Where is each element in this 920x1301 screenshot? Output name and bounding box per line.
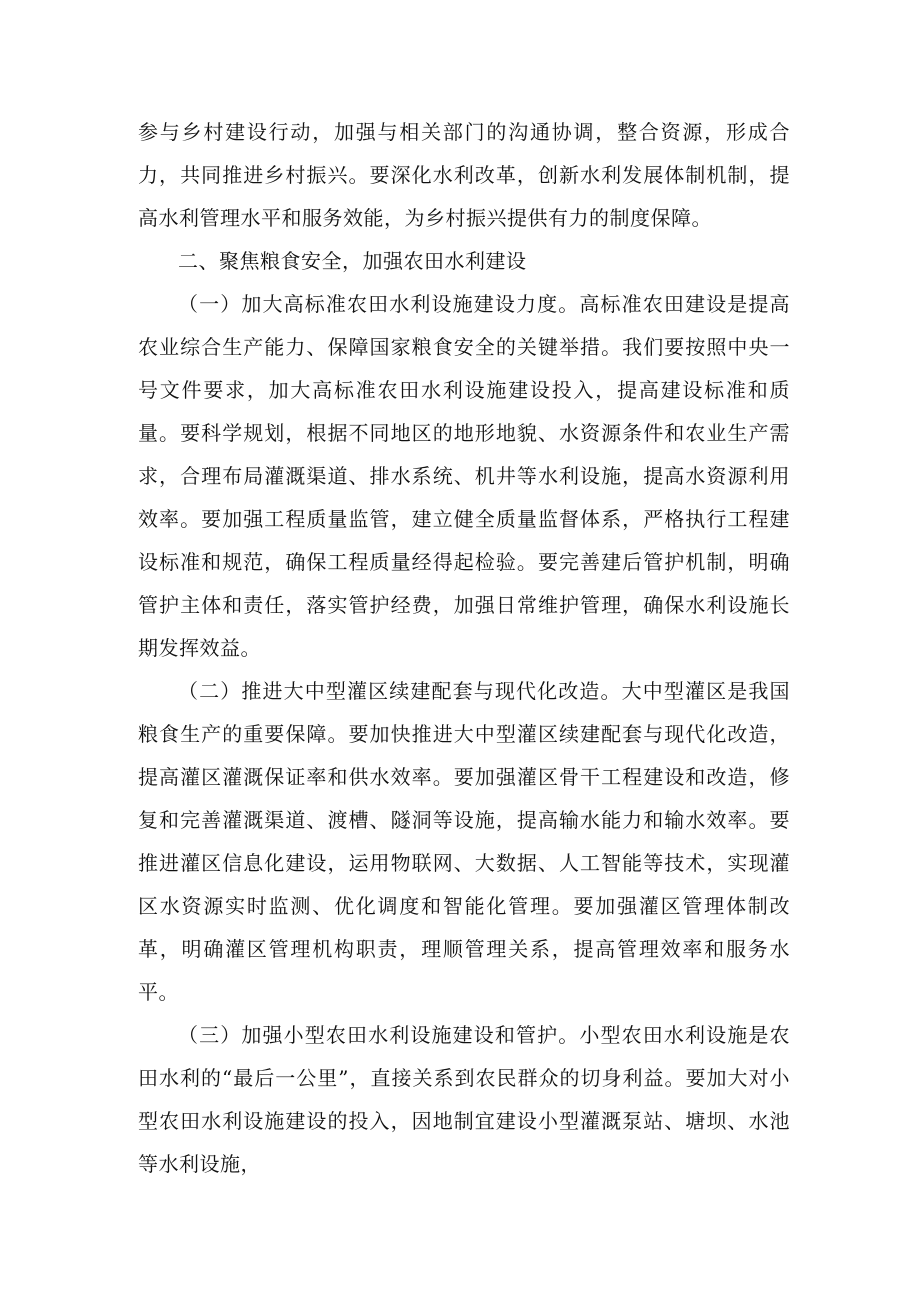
section-heading: 二、聚焦粮食安全，加强农田水利建设 bbox=[178, 249, 527, 273]
paragraph-subsection-1: （一）加大高标准农田水利设施建设力度。高标准农田建设是提高农业综合生产能力、保障国家粮食安全的关键举措。我们要按照中央一号文件要求，加大高标准农田水利设施建设投入，提高建设标准和质量。要科学规划，根据不同地区的地形地貌、水资源条件和农业生产需求，合理布局灌溉渠道、排水系统、机井等水利设施，提高水资源利用效率。要加强工程质量监管，建立健全质量监督体系，严格执行工程建设标准和规范，确保工程质量经得起检验。要完善建后管护机制，明确管护主体和责任，落实管护经费，加强日常维护管理，确保水利设施长期发挥效益。 bbox=[138, 292, 790, 660]
paragraph-subsection-3: （三）加强小型农田水利设施建设和管护。小型农田水利设施是农田水利的“最后一公里”，直接关系到农民群众的切身利益。要加大对小型农田水利设施建设的投入，因地制宜建设小型灌溉泵站、塘坝、水池等水利设施， bbox=[138, 1023, 790, 1176]
paragraph-subsection-2: （二）推进大中型灌区续建配套与现代化改造。大中型灌区是我国粮食生产的重要保障。要加快推进大中型灌区续建配套与现代化改造，提高灌区灌溉保证率和供水效率。要加强灌区骨干工程建设和改造，修复和完善灌溉渠道、渡槽、隧洞等设施，提高输水能力和输水效率。要推进灌区信息化建设，运用物联网、大数据、人工智能等技术，实现灌区水资源实时监测、优化调度和智能化管理。要加强灌区管理体制改革，明确灌区管理机构职责，理顺管理关系，提高管理效率和服务水平。 bbox=[138, 679, 790, 1004]
paragraph-continuation: 参与乡村建设行动，加强与相关部门的沟通协调，整合资源，形成合力，共同推进乡村振兴。要深化水利改革，创新水利发展体制机制，提高水利管理水平和服务效能，为乡村振兴提供有力的制度保障。 bbox=[138, 120, 790, 230]
document-page bbox=[138, 111, 790, 1186]
